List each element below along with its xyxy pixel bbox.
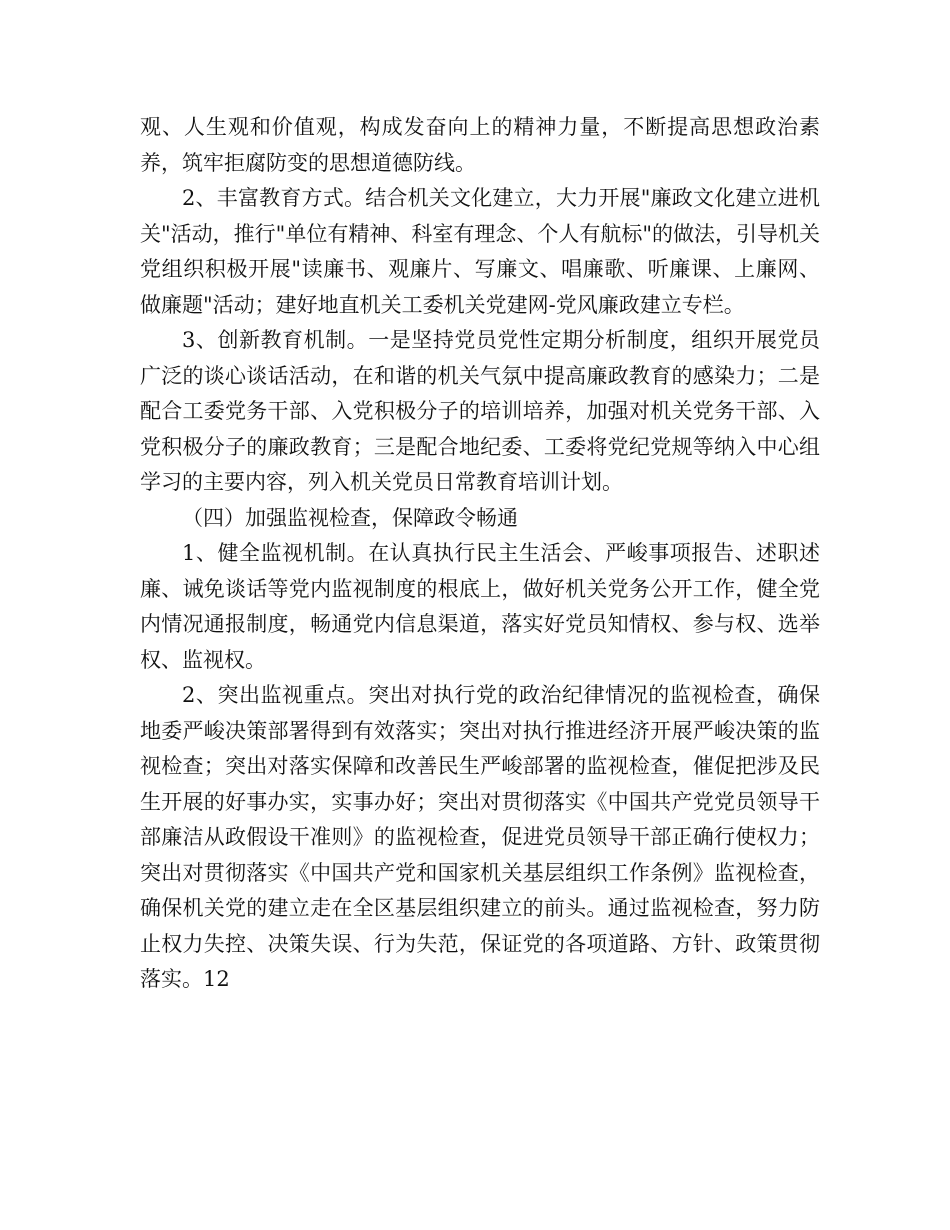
paragraph-improve-supervision-mechanism: 1、健全监视机制。在认真执行民主生活会、严峻事项报告、述职述廉、诫免谈话等党内监视制度的根底上，做好机关党务公开工作，健全党内情况通报制度，畅通党内信息渠道，落实好党员知情权、参与权、选举权、监视权。 [140,541,820,672]
paragraph-enrich-education-methods: 2、丰富教育方式。结合机关文化建立，大力开展"廉政文化建立进机关"活动，推行"单位有精神、科室有理念、个人有航标"的做法，引导机关党组织积极开展"读廉书、观廉片、写廉文、唱廉歌、听廉课、上廉网、做廉题"活动；建好地直机关工委机关党建网-党风廉政建立专栏。 [140,186,820,317]
paragraph-highlight-supervision-focus: 2、突出监视重点。突出对执行党的政治纪律情况的监视检查，确保地委严峻决策部署得到有效落实；突出对执行推进经济开展严峻决策的监视检查；突出对落实保障和改善民生严峻部署的监视检查，催促把涉及民生开展的好事办实，实事办好；突出对贯彻落实《中国共产党党员领导干部廉洁从政假设干准则》的监视检查，促进党员领导干部正确行使权力；突出对贯彻落实《中国共产党和国家机关基层组织工作条例》监视检查，确保机关党的建立走在全区基层组织建立的前头。通过监视检查，努力防止权力失控、决策失误、行为失范，保证党的各项道路、方针、政策贯彻落实。12 [140,683,820,991]
paragraph-innovate-education-mechanism: 3、创新教育机制。一是坚持党员党性定期分析制度，组织开展党员广泛的谈心谈话活动，在和谐的机关气氛中提高廉政教育的感染力；二是配合工委党务干部、入党积极分子的培训培养，加强对机关党务干部、入党积极分子的廉政教育；三是配合地纪委、工委将党纪党规等纳入中心组学习的主要内容，列入机关党员日常教育培训计划。 [140,328,820,494]
document-body [140,110,820,998]
section-heading-supervision: （四）加强监视检查，保障政令畅通 [182,505,518,530]
paragraph-continuation: 观、人生观和价值观，构成发奋向上的精神力量，不断提高思想政治素养，筑牢拒腐防变的思想道德防线。 [140,115,820,175]
